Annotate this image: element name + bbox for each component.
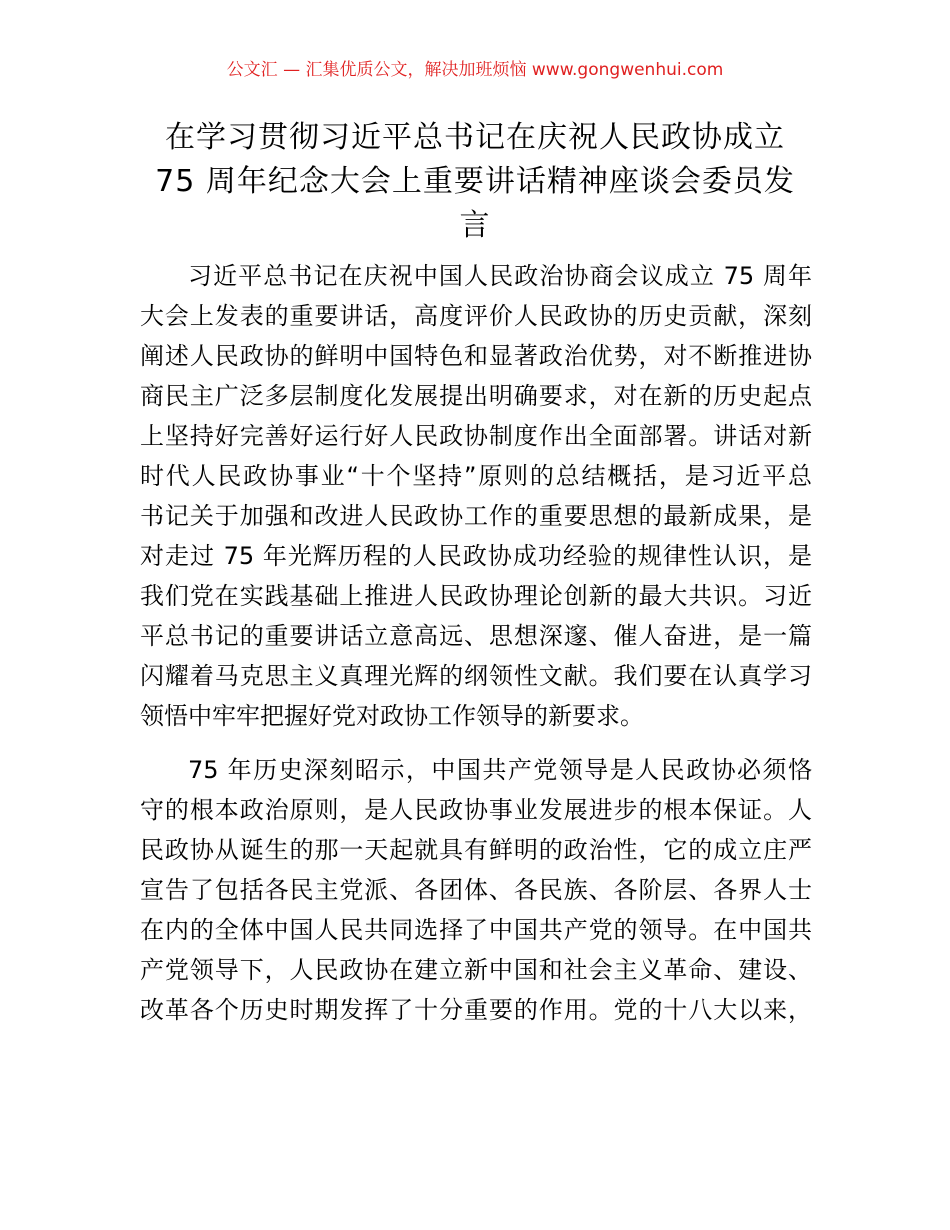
text-line: 习近平总书记在庆祝中国人民政治协商会议成立 75 周年 xyxy=(188,262,812,290)
text-line: 书记关于加强和改进人民政协工作的重要思想的最新成果，是 xyxy=(140,502,812,530)
text-line: 75 年历史深刻昭示，中国共产党领导是人民政协必须恪 xyxy=(188,756,812,784)
text-line: 对走过 75 年光辉历程的人民政协成功经验的规律性认识，是 xyxy=(140,542,812,570)
title-line: 在学习贯彻习近平总书记在庆祝人民政协成立 xyxy=(165,120,785,155)
title-line: 75 周年纪念大会上重要讲话精神座谈会委员发 xyxy=(155,164,795,199)
site-banner: 公文汇 — 汇集优质公文，解决加班烦恼 www.gongwenhui.com xyxy=(226,60,724,80)
text-line: 宣告了包括各民主党派、各团体、各民族、各阶层、各界人士 xyxy=(140,876,812,904)
text-line: 我们党在实践基础上推进人民政协理论创新的最大共识。习近 xyxy=(140,582,812,610)
text-line: 商民主广泛多层制度化发展提出明确要求，对在新的历史起点 xyxy=(140,382,812,410)
document-title xyxy=(130,116,820,248)
text-line: 改革各个历史时期发挥了十分重要的作用。党的十八大以来， xyxy=(140,996,812,1024)
text-line: 时代人民政协事业“十个坚持”原则的总结概括，是习近平总 xyxy=(140,462,812,490)
text-line: 大会上发表的重要讲话，高度评价人民政协的历史贡献，深刻 xyxy=(140,302,812,330)
text-line: 领悟中牢牢把握好党对政协工作领导的新要求。 xyxy=(140,702,644,730)
paragraph-1 xyxy=(140,256,812,736)
text-line: 上坚持好完善好运行好人民政协制度作出全面部署。讲话对新 xyxy=(140,422,812,450)
text-line: 在内的全体中国人民共同选择了中国共产党的领导。在中国共 xyxy=(140,916,812,944)
document-body xyxy=(140,256,812,1030)
paragraph-2 xyxy=(140,750,812,1030)
text-line: 守的根本政治原则，是人民政协事业发展进步的根本保证。人 xyxy=(140,796,812,824)
text-line: 闪耀着马克思主义真理光辉的纲领性文献。我们要在认真学习 xyxy=(140,662,812,690)
text-line: 阐述人民政协的鲜明中国特色和显著政治优势，对不断推进协 xyxy=(140,342,812,370)
text-line: 平总书记的重要讲话立意高远、思想深邃、催人奋进，是一篇 xyxy=(140,622,812,650)
text-line: 民政协从诞生的那一天起就具有鲜明的政治性，它的成立庄严 xyxy=(140,836,812,864)
title-line: 言 xyxy=(459,208,491,243)
text-line: 产党领导下，人民政协在建立新中国和社会主义革命、建设、 xyxy=(140,956,812,984)
